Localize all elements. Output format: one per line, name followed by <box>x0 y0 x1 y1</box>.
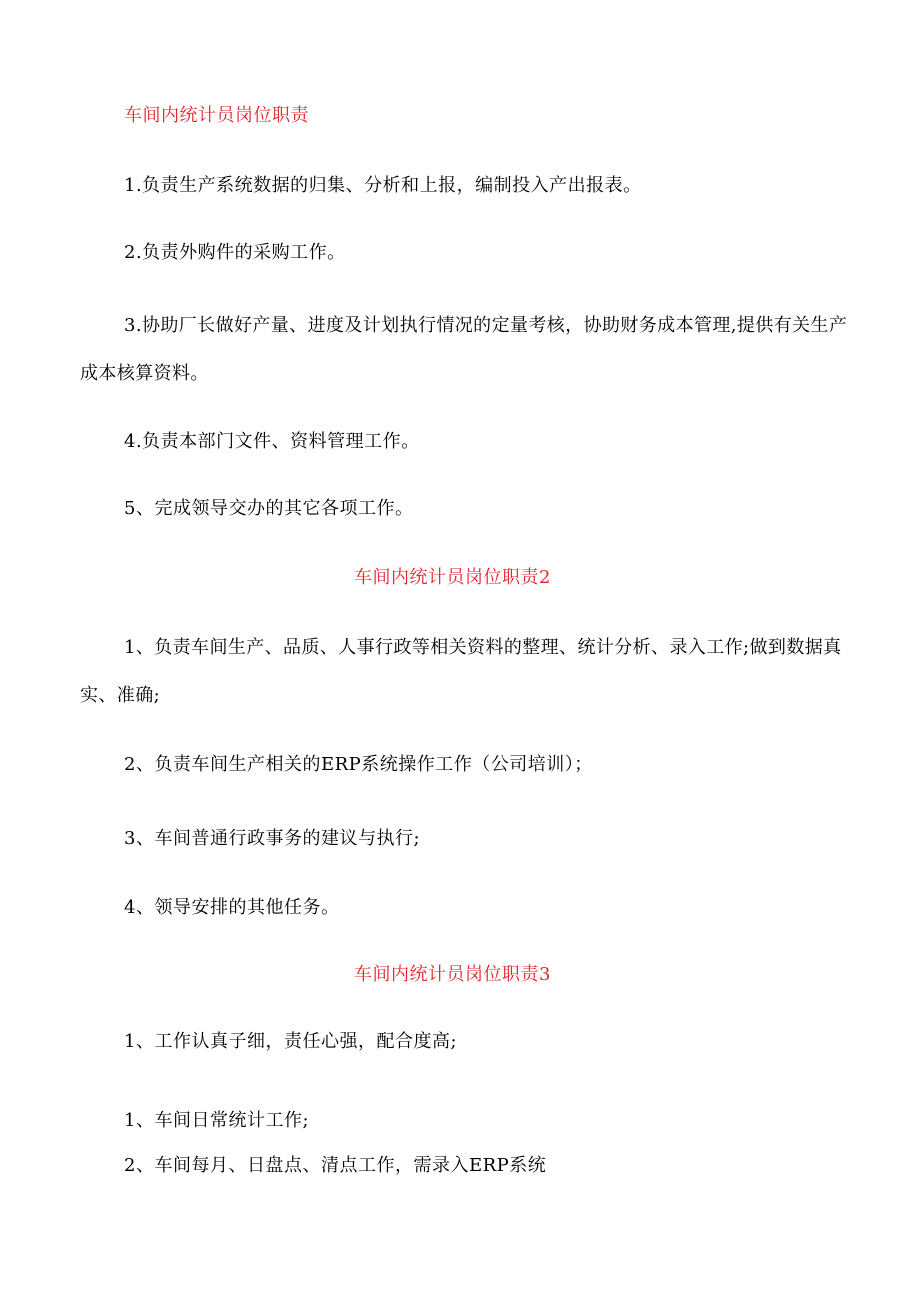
section-3-item-2: 1、车间日常统计工作; <box>124 1110 310 1131</box>
section-2-item-3: 3、车间普通行政事务的建议与执行; <box>124 828 421 849</box>
section-1-item-4: 4.负责本部门文件、资料管理工作。 <box>124 431 420 452</box>
section-2-title: 车间内统计员岗位职责2 <box>354 567 551 588</box>
section-3-title: 车间内统计员岗位职责3 <box>354 964 551 985</box>
section-2-item-2: 2、负责车间生产相关的ERP系统操作工作（公司培训）； <box>124 754 593 775</box>
section-1-item-1: 1.负责生产系统数据的归集、分析和上报，编制投入产出报表。 <box>124 175 642 196</box>
section-1-item-2: 2.负责外购件的采购工作。 <box>124 242 346 263</box>
section-1-item-5: 5、完成领导交办的其它各项工作。 <box>124 498 414 519</box>
section-2-item-4: 4、领导安排的其他任务。 <box>124 897 340 918</box>
section-1-item-3: 3.协助厂长做好产量、进度及计划执行情况的定量考核，协助财务成本管理,提供有关生产成本核算资料。 <box>80 315 848 384</box>
section-3-item-3: 2、车间每月、日盘点、清点工作，需录入ERP系统 <box>124 1155 547 1176</box>
section-2-item-1: 1、负责车间生产、品质、人事行政等相关资料的整理、统计分析、录入工作;做到数据真实、准确; <box>80 637 842 706</box>
section-1-title: 车间内统计员岗位职责 <box>124 105 309 126</box>
section-3-item-1: 1、工作认真子细，责任心强，配合度高; <box>124 1031 458 1052</box>
